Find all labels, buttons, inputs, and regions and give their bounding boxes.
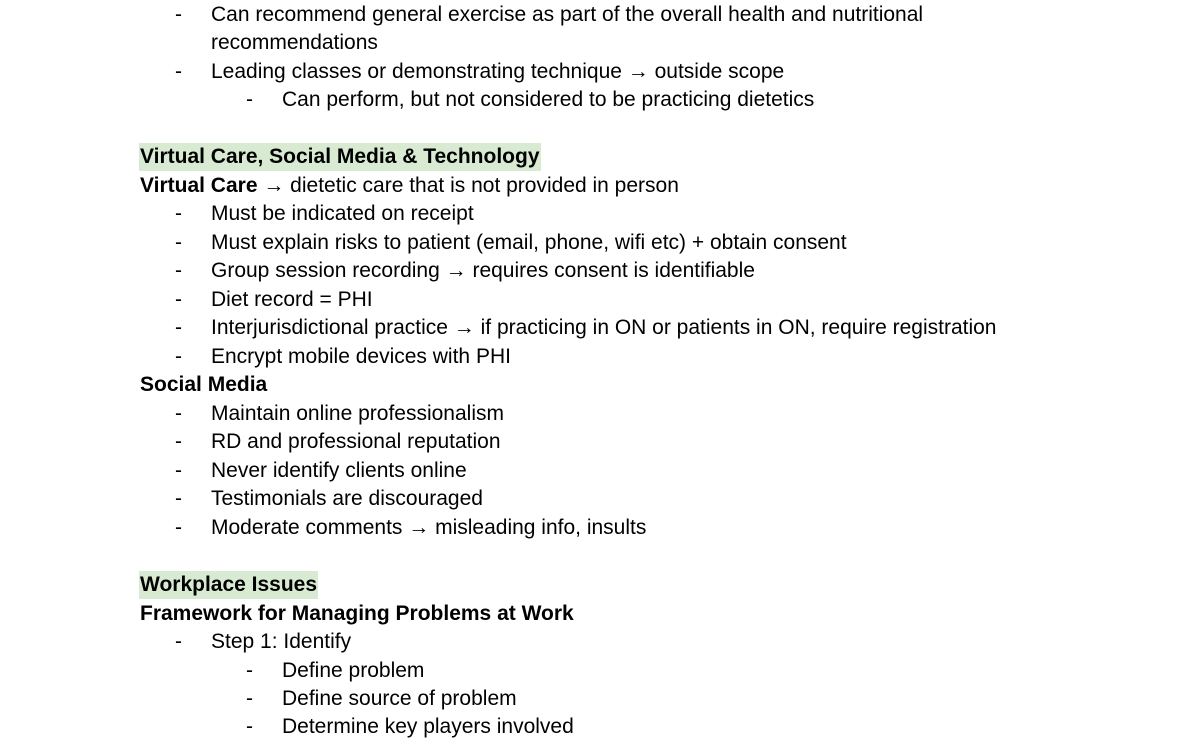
bullet-dash: -: [175, 516, 182, 539]
social-media-label: Social Media: [140, 373, 268, 396]
bullet-dash: -: [175, 288, 182, 311]
section-heading-workplace-issues: Workplace Issues: [139, 571, 318, 599]
list-item: RD and professional reputation: [211, 430, 501, 453]
virtual-care-label: Virtual Care: [140, 174, 258, 197]
list-item: Testimonials are discouraged: [211, 487, 483, 510]
list-item: Interjurisdictional practice → if practicing in ON or patients in ON, require registration: [211, 316, 997, 339]
list-item-continuation: recommendations: [211, 31, 378, 54]
bullet-dash: -: [175, 430, 182, 453]
section-heading-virtual-care: Virtual Care, Social Media & Technology: [139, 143, 541, 171]
sub-bullet-dash: -: [246, 88, 253, 111]
list-item: Moderate comments → misleading info, insults: [211, 516, 647, 539]
list-item: Group session recording → requires consent is identifiable: [211, 259, 755, 282]
list-item: Step 1: Identify: [211, 630, 352, 653]
bullet-dash: -: [175, 60, 182, 83]
list-item: Maintain online professionalism: [211, 402, 504, 425]
sub-list-item: Define problem: [282, 659, 425, 682]
list-item: Must be indicated on receipt: [211, 202, 474, 225]
bullet-dash: -: [175, 630, 182, 653]
bullet-dash: -: [175, 345, 182, 368]
sub-bullet-dash: -: [246, 687, 253, 710]
bullet-dash: -: [175, 316, 182, 339]
bullet-dash: -: [175, 202, 182, 225]
sub-list-item: Determine key players involved: [282, 715, 574, 738]
list-item: Leading classes or demonstrating technique → outside scope: [211, 60, 785, 83]
sub-bullet-dash: -: [246, 659, 253, 682]
virtual-care-definition: [140, 172, 679, 200]
bullet-dash: -: [175, 3, 182, 26]
bullet-dash: -: [175, 259, 182, 282]
list-item: Never identify clients online: [211, 459, 467, 482]
framework-label: Framework for Managing Problems at Work: [140, 602, 574, 625]
bullet-dash: -: [175, 459, 182, 482]
sub-list-item: Can perform, but not considered to be practicing dietetics: [282, 88, 815, 111]
sub-bullet-dash: -: [246, 715, 253, 738]
sub-list-item: Define source of problem: [282, 687, 517, 710]
list-item: Diet record = PHI: [211, 288, 373, 311]
list-item: Encrypt mobile devices with PHI: [211, 345, 511, 368]
virtual-care-def: → dietetic care that is not provided in person: [257, 174, 679, 197]
list-item: Can recommend general exercise as part of the overall health and nutritional: [211, 3, 924, 26]
list-item: Must explain risks to patient (email, phone, wifi etc) + obtain consent: [211, 231, 847, 254]
bullet-dash: -: [175, 402, 182, 425]
bullet-dash: -: [175, 487, 182, 510]
bullet-dash: -: [175, 231, 182, 254]
